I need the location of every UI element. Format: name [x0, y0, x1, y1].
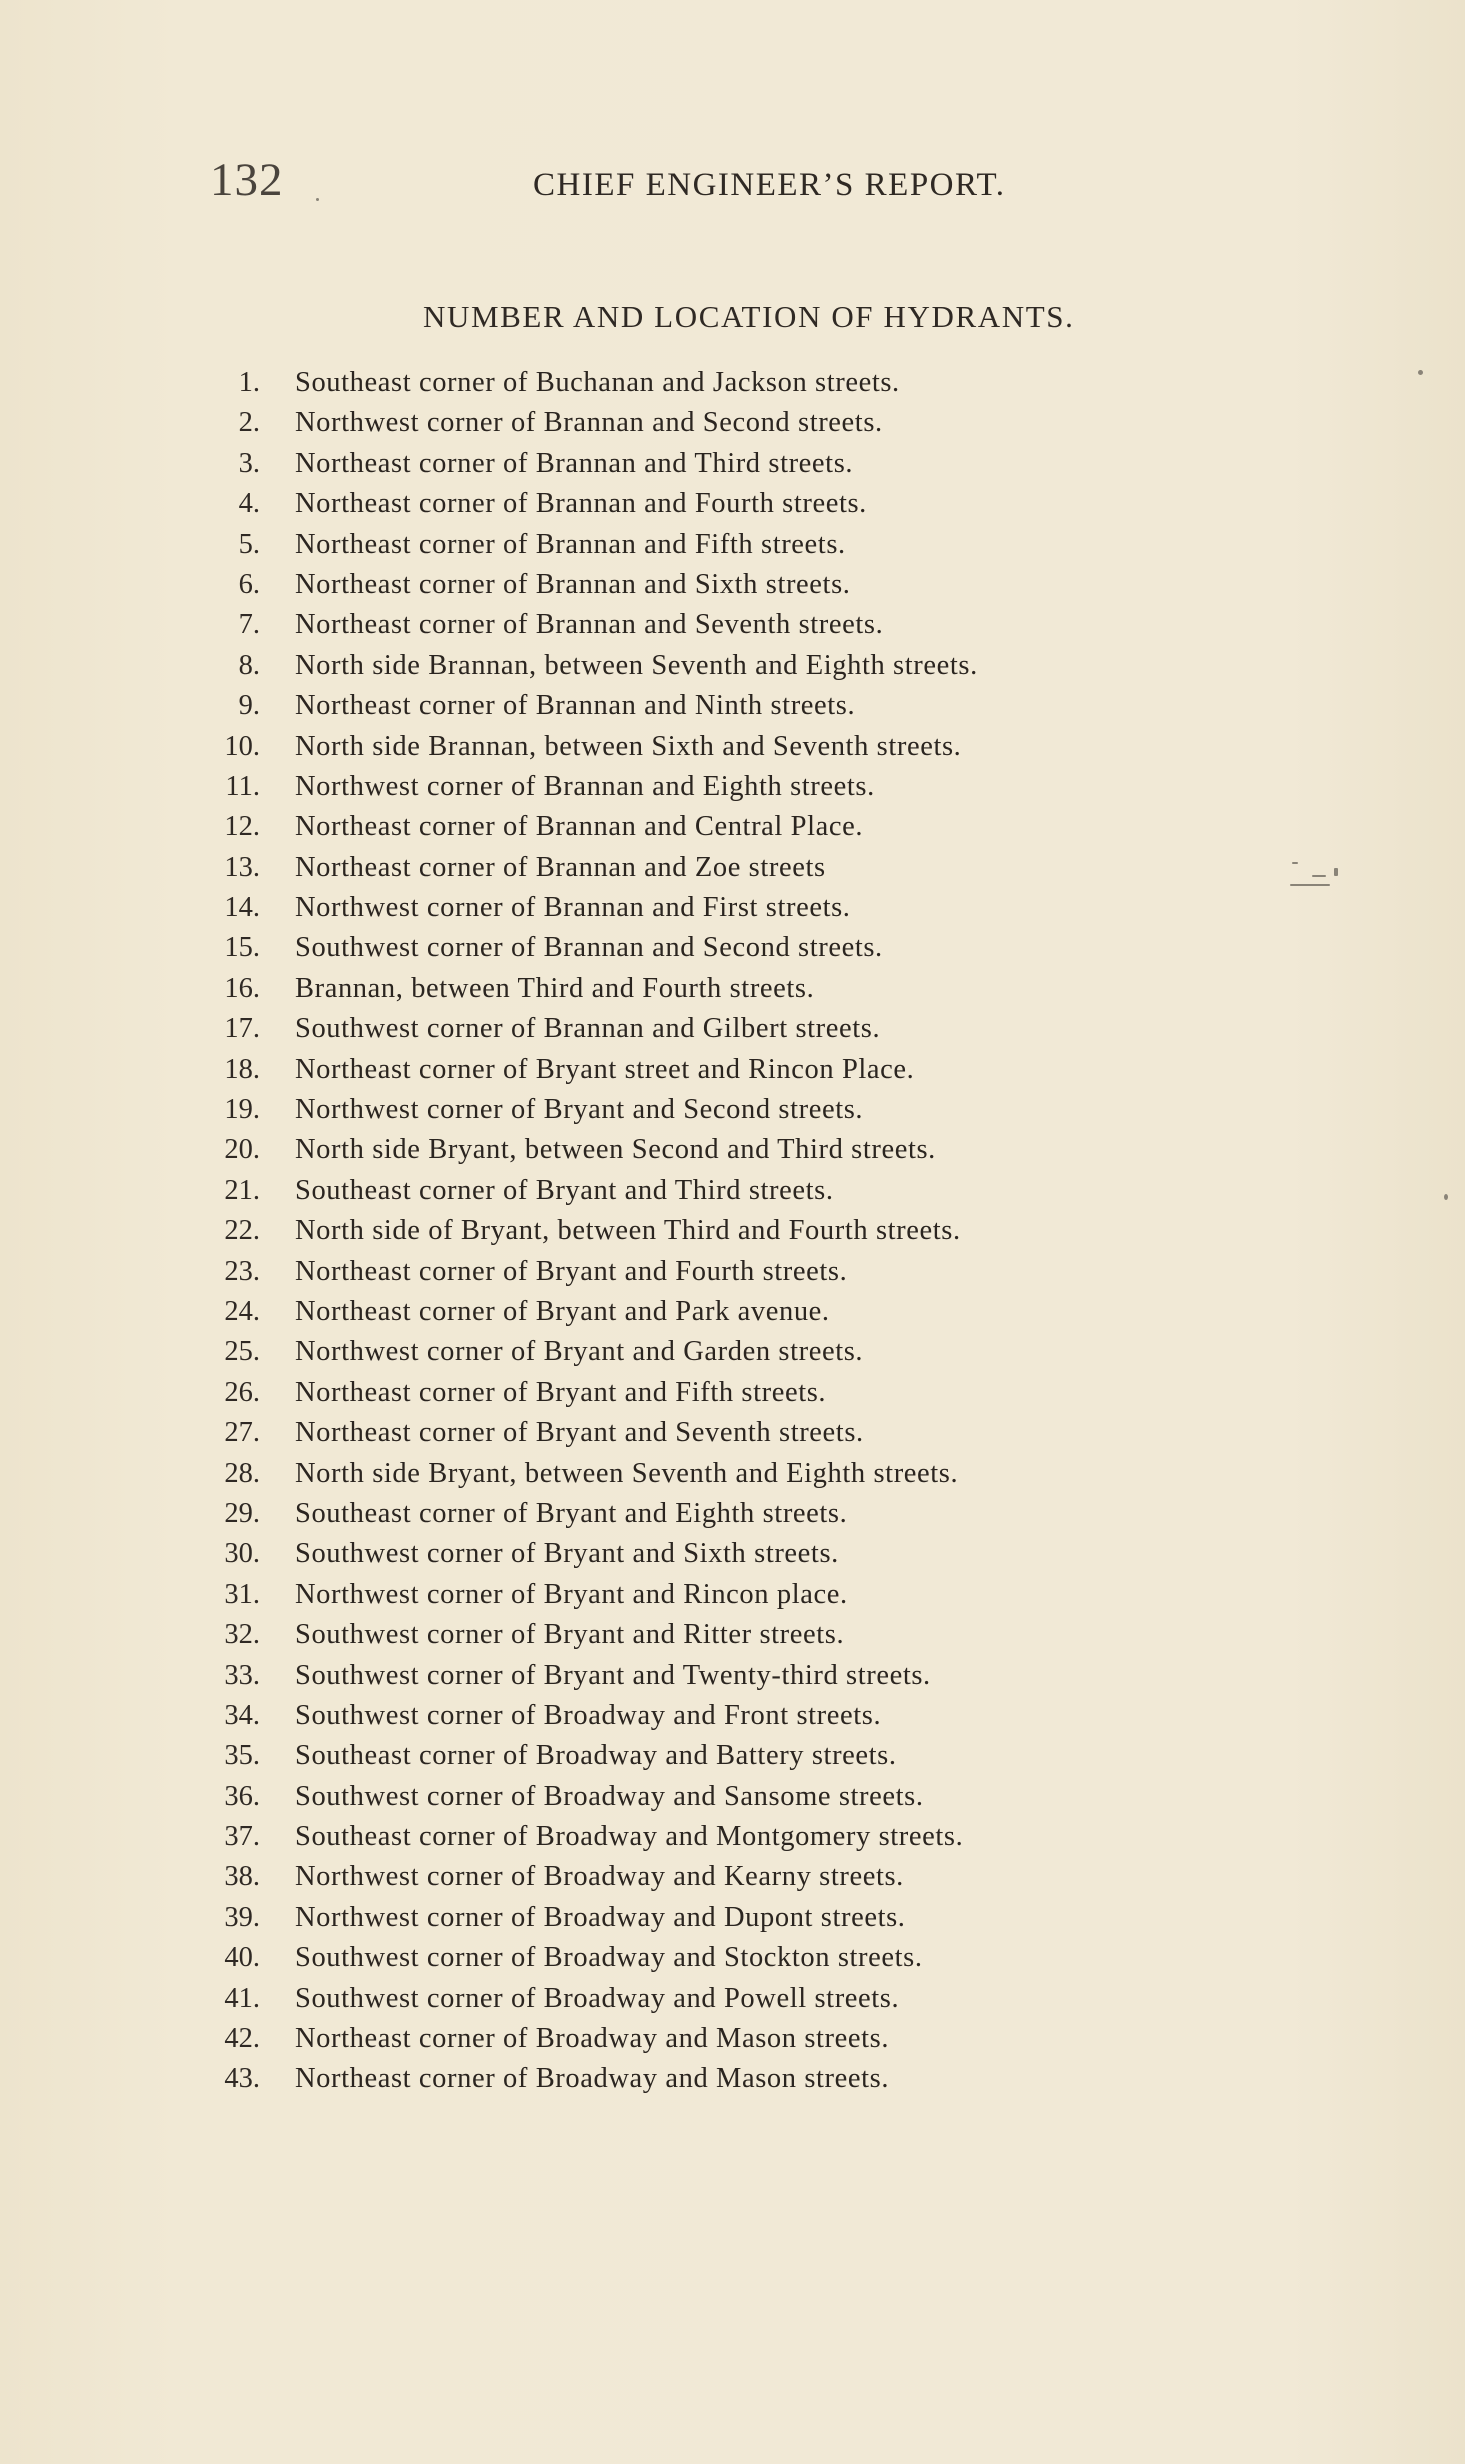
entry-location: Northwest corner of Bryant and Second streets. [295, 1094, 864, 1126]
entry-location: Northeast corner of Bryant and Park avenue. [295, 1295, 830, 1327]
entry-number: 42. [224, 2023, 260, 2055]
entry-location: Northwest corner of Brannan and Second streets. [295, 407, 883, 439]
entry-location: Northeast corner of Bryant street and Rincon Place. [295, 1053, 915, 1085]
hydrant-entry [0, 1050, 1465, 1090]
hydrant-entry [0, 1938, 1465, 1978]
entry-location: Southwest corner of Broadway and Stockton streets. [295, 1942, 923, 1974]
entry-location: Northeast corner of Brannan and Sixth streets. [295, 568, 851, 600]
entry-location: Northwest corner of Broadway and Dupont streets. [295, 1901, 906, 1933]
entry-number: 13. [224, 851, 260, 883]
hydrant-entry [0, 928, 1465, 968]
hydrant-entry [0, 1615, 1465, 1655]
entry-location: Northeast corner of Brannan and Fourth streets. [295, 488, 867, 520]
entry-number: 32. [224, 1619, 260, 1651]
hydrant-list [0, 363, 1465, 2100]
entry-number: 33. [224, 1659, 260, 1691]
entry-number: 11. [225, 770, 260, 802]
entry-location: Northwest corner of Brannan and First streets. [295, 892, 851, 924]
entry-location: Northeast corner of Brannan and Seventh streets. [295, 609, 884, 641]
hydrant-entry [0, 1292, 1465, 1332]
entry-location: Northeast corner of Broadway and Mason streets. [295, 2023, 890, 2055]
entry-number: 25. [224, 1336, 260, 1368]
hydrant-entry [0, 444, 1465, 484]
entry-number: 27. [224, 1417, 260, 1449]
hydrant-entry [0, 1454, 1465, 1494]
hydrant-entry [0, 525, 1465, 565]
entry-number: 35. [224, 1740, 260, 1772]
entry-location: Southwest corner of Bryant and Sixth streets. [295, 1538, 839, 1570]
hydrant-entry [0, 1777, 1465, 1817]
entry-location: Northeast corner of Brannan and Third streets. [295, 447, 854, 479]
entry-location: Northeast corner of Bryant and Fifth streets. [295, 1376, 827, 1408]
entry-location: Southwest corner of Bryant and Twenty-third streets. [295, 1659, 931, 1691]
hydrant-entry [0, 686, 1465, 726]
hydrant-entry [0, 1130, 1465, 1170]
entry-number: 7. [238, 609, 260, 641]
paper-speck [316, 198, 319, 201]
entry-location: Southwest corner of Brannan and Second streets. [295, 932, 883, 964]
hydrant-entry [0, 767, 1465, 807]
entry-location: Northwest corner of Bryant and Rincon place. [295, 1578, 848, 1610]
entry-number: 41. [224, 1982, 260, 2014]
hydrant-entry [0, 727, 1465, 767]
entry-location: Northwest corner of Brannan and Eighth streets. [295, 770, 875, 802]
entry-location: Southeast corner of Bryant and Third streets. [295, 1174, 834, 1206]
paper-speck [1292, 862, 1298, 864]
entry-number: 26. [224, 1376, 260, 1408]
hydrant-entry [0, 1413, 1465, 1453]
hydrant-entry [0, 969, 1465, 1009]
hydrant-entry [0, 484, 1465, 524]
entry-number: 15. [224, 932, 260, 964]
hydrant-entry [0, 888, 1465, 928]
paper-speck [1418, 370, 1423, 375]
hydrant-entry [0, 1171, 1465, 1211]
entry-number: 12. [224, 811, 260, 843]
hydrant-entry [0, 1979, 1465, 2019]
entry-number: 30. [224, 1538, 260, 1570]
entry-number: 10. [224, 730, 260, 762]
entry-location: Southeast corner of Buchanan and Jackson streets. [295, 367, 900, 398]
entry-location: Northeast corner of Brannan and Central Place. [295, 811, 864, 843]
entry-number: 21. [224, 1174, 260, 1206]
entry-number: 3. [238, 447, 260, 479]
entry-location: Brannan, between Third and Fourth streets. [295, 972, 815, 1004]
entry-number: 22. [224, 1215, 260, 1247]
entry-location: Northeast corner of Brannan and Ninth streets. [295, 690, 856, 722]
entry-location: Southwest corner of Broadway and Sansome streets. [295, 1780, 924, 1812]
entry-location: Southeast corner of Bryant and Eighth streets. [295, 1497, 848, 1529]
entry-location: Southeast corner of Broadway and Montgomery streets. [295, 1821, 964, 1853]
entry-location: Northeast corner of Broadway and Mason streets. [295, 2063, 890, 2095]
hydrant-entry [0, 1656, 1465, 1696]
entry-number: 28. [224, 1457, 260, 1489]
entry-number: 40. [224, 1942, 260, 1974]
entry-number: 14. [224, 892, 260, 924]
entry-number: 38. [224, 1861, 260, 1893]
hydrant-entry [0, 807, 1465, 847]
hydrant-entry [0, 1009, 1465, 1049]
entry-number: 9. [238, 690, 260, 722]
paper-speck [1444, 1194, 1448, 1200]
entry-number: 39. [224, 1901, 260, 1933]
entry-number: 2. [238, 407, 260, 439]
entry-location: Southwest corner of Broadway and Front streets. [295, 1699, 882, 1731]
entry-location: Southwest corner of Bryant and Ritter streets. [295, 1619, 845, 1651]
entry-number: 31. [224, 1578, 260, 1610]
entry-number: 8. [238, 649, 260, 681]
entry-location: Northeast corner of Brannan and Fifth streets. [295, 528, 846, 560]
entry-number: 5. [238, 528, 260, 560]
entry-location: Northwest corner of Broadway and Kearny streets. [295, 1861, 904, 1893]
entry-location: Northeast corner of Brannan and Zoe streets [295, 851, 826, 883]
paper-speck [1334, 868, 1338, 876]
hydrant-entry [0, 1898, 1465, 1938]
entry-number: 20. [224, 1134, 260, 1166]
hydrant-entry [0, 1857, 1465, 1897]
entry-number: 4. [238, 488, 260, 520]
hydrant-entry [0, 2059, 1465, 2099]
entry-number: 1. [238, 367, 260, 398]
hydrant-entry [0, 1211, 1465, 1251]
entry-location: Northeast corner of Bryant and Seventh streets. [295, 1417, 864, 1449]
hydrant-entry [0, 1817, 1465, 1857]
entry-number: 19. [224, 1094, 260, 1126]
entry-location: North side of Bryant, between Third and Fourth streets. [295, 1215, 961, 1247]
entry-location: Southeast corner of Broadway and Battery streets. [295, 1740, 897, 1772]
hydrant-entry [0, 1575, 1465, 1615]
hydrant-entry [0, 1090, 1465, 1130]
entry-number: 34. [224, 1699, 260, 1731]
hydrant-entry [0, 1696, 1465, 1736]
paper-speck [1312, 875, 1326, 877]
entry-location: Southwest corner of Brannan and Gilbert streets. [295, 1013, 881, 1045]
section-title: NUMBER AND LOCATION OF HYDRANTS. [423, 299, 1075, 334]
entry-number: 6. [238, 568, 260, 600]
hydrant-entry [0, 363, 1465, 403]
hydrant-entry [0, 605, 1465, 645]
hydrant-entry [0, 1373, 1465, 1413]
hydrant-entry [0, 403, 1465, 443]
entry-number: 23. [224, 1255, 260, 1287]
hydrant-entry [0, 1736, 1465, 1776]
hydrant-entry [0, 1252, 1465, 1292]
paper-speck [1290, 884, 1330, 886]
hydrant-entry [0, 565, 1465, 605]
entry-number: 37. [224, 1821, 260, 1853]
hydrant-entry [0, 646, 1465, 686]
entry-number: 36. [224, 1780, 260, 1812]
hydrant-entry [0, 1494, 1465, 1534]
entry-number: 17. [224, 1013, 260, 1045]
entry-location: Southwest corner of Broadway and Powell streets. [295, 1982, 900, 2014]
report-title: CHIEF ENGINEER’S REPORT. [533, 167, 1006, 203]
entry-location: North side Bryant, between Second and Third streets. [295, 1134, 936, 1166]
running-head [0, 150, 1465, 210]
hydrant-entry [0, 1534, 1465, 1574]
entry-location: North side Brannan, between Seventh and Eighth streets. [295, 649, 978, 681]
entry-number: 24. [224, 1295, 260, 1327]
entry-location: Northeast corner of Bryant and Fourth streets. [295, 1255, 848, 1287]
entry-number: 18. [224, 1053, 260, 1085]
entry-location: North side Bryant, between Seventh and Eighth streets. [295, 1457, 959, 1489]
hydrant-entry [0, 1332, 1465, 1372]
entry-location: Northwest corner of Bryant and Garden streets. [295, 1336, 864, 1368]
entry-number: 43. [224, 2063, 260, 2095]
page-number: 132 [210, 154, 284, 206]
hydrant-entry [0, 2019, 1465, 2059]
entry-number: 16. [224, 972, 260, 1004]
entry-number: 29. [224, 1497, 260, 1529]
entry-location: North side Brannan, between Sixth and Seventh streets. [295, 730, 962, 762]
hydrant-entry [0, 848, 1465, 888]
